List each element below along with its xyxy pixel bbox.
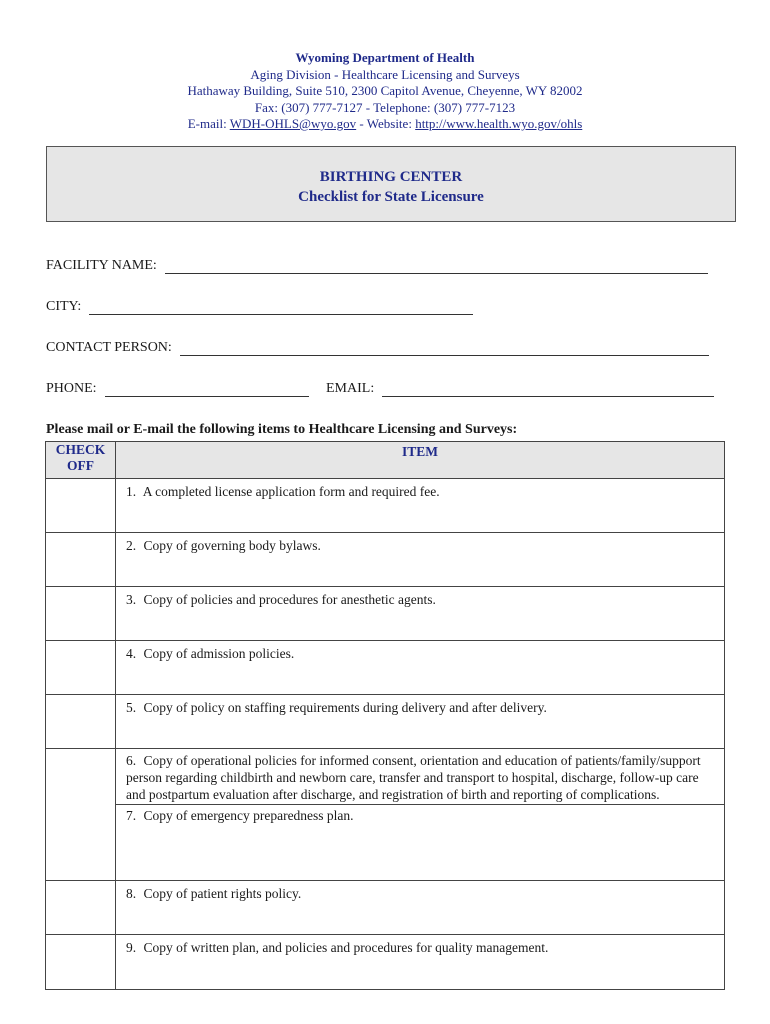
table-row [46,695,725,749]
letterhead [0,50,770,133]
item-number: 9. [126,940,137,955]
item-cell [116,695,725,749]
phone-field [46,381,309,397]
check-off-box[interactable] [46,881,116,935]
table-row [46,587,725,641]
website-label: - Website: [356,116,416,131]
item-number: 6. [126,753,137,768]
item-number: 3. [126,592,137,607]
item-text: Copy of policies and procedures for anesthetic agents. [143,592,436,607]
table-row [46,749,725,881]
contact-line [0,116,770,133]
city-input[interactable] [89,300,473,315]
item-number: 5. [126,700,137,715]
facility-name-field [46,258,708,274]
item-cell [116,881,725,935]
item-number: 8. [126,886,137,901]
table-row [46,533,725,587]
contact-person-label: CONTACT PERSON: [46,340,172,355]
check-off-box[interactable] [46,587,116,641]
item-cell [116,587,725,641]
address: Hathaway Building, Suite 510, 2300 Capitol Avenue, Cheyenne, WY 82002 [187,83,583,98]
phone-label: PHONE: [46,381,97,396]
facility-name-input[interactable] [165,259,708,274]
item-cell [116,749,725,881]
email-input[interactable] [382,382,714,397]
email-label: E-mail: [187,116,230,131]
form-subtitle: Checklist for State Licensure [298,189,484,205]
table-row [46,479,725,533]
city-label: CITY: [46,299,82,314]
phone-input[interactable] [105,382,309,397]
check-off-box[interactable] [46,749,116,881]
check-off-box[interactable] [46,935,116,990]
table-header-row [46,442,725,479]
table-row [46,641,725,695]
item-number: 1. [126,484,137,499]
item-header: ITEM [116,442,725,479]
checklist-table [45,441,725,990]
item-text: Copy of policy on staffing requirements during delivery and after delivery. [143,700,547,715]
item-text: Copy of written plan, and policies and procedures for quality management. [143,940,549,955]
check-off-box[interactable] [46,533,116,587]
item-text: Copy of operational policies for informed consent, orientation and education of patients/family/support person regarding childbirth and newborn care, transfer and transport to hospital, discharge, follow-up care and postpartum evaluation after discharge, and registration of birth and reporting of complications. [126,753,701,802]
item-text: A completed license application form and required fee. [142,484,440,499]
check-off-header: CHECK OFF [46,442,116,479]
contact-person-input[interactable] [180,341,709,356]
item-cell [116,479,725,533]
item-number: 2. [126,538,137,553]
item-cell [116,533,725,587]
table-row [46,881,725,935]
item-text: Copy of governing body bylaws. [143,538,321,553]
item-number: 7. [126,808,137,823]
item-cell [116,935,725,990]
instructions: Please mail or E-mail the following items to Healthcare Licensing and Surveys: [46,422,518,437]
item-text: Copy of admission policies. [143,646,295,661]
title-box [46,146,736,222]
check-off-box[interactable] [46,641,116,695]
form-title: BIRTHING CENTER [319,169,463,185]
item-cell [116,641,725,695]
phone-fax: Fax: (307) 777-7127 - Telephone: (307) 777-7123 [254,99,516,115]
facility-name-label: FACILITY NAME: [46,258,157,273]
item-text: Copy of patient rights policy. [143,886,302,901]
email-link[interactable]: WDH-OHLS@wyo.gov [229,116,357,131]
division-name: Aging Division - Healthcare Licensing and Surveys [250,66,520,82]
city-field [46,299,473,315]
table-row [46,935,725,990]
department-name: Wyoming Department of Health [295,50,475,65]
item-text: Copy of emergency preparedness plan. [143,808,354,823]
email-field-label: EMAIL: [326,381,375,396]
email-field [326,381,714,397]
check-off-box[interactable] [46,695,116,749]
item-number: 4. [126,646,137,661]
website-link[interactable]: http://www.health.wyo.gov/ohls [415,116,583,131]
contact-person-field [46,340,709,356]
check-off-box[interactable] [46,479,116,533]
